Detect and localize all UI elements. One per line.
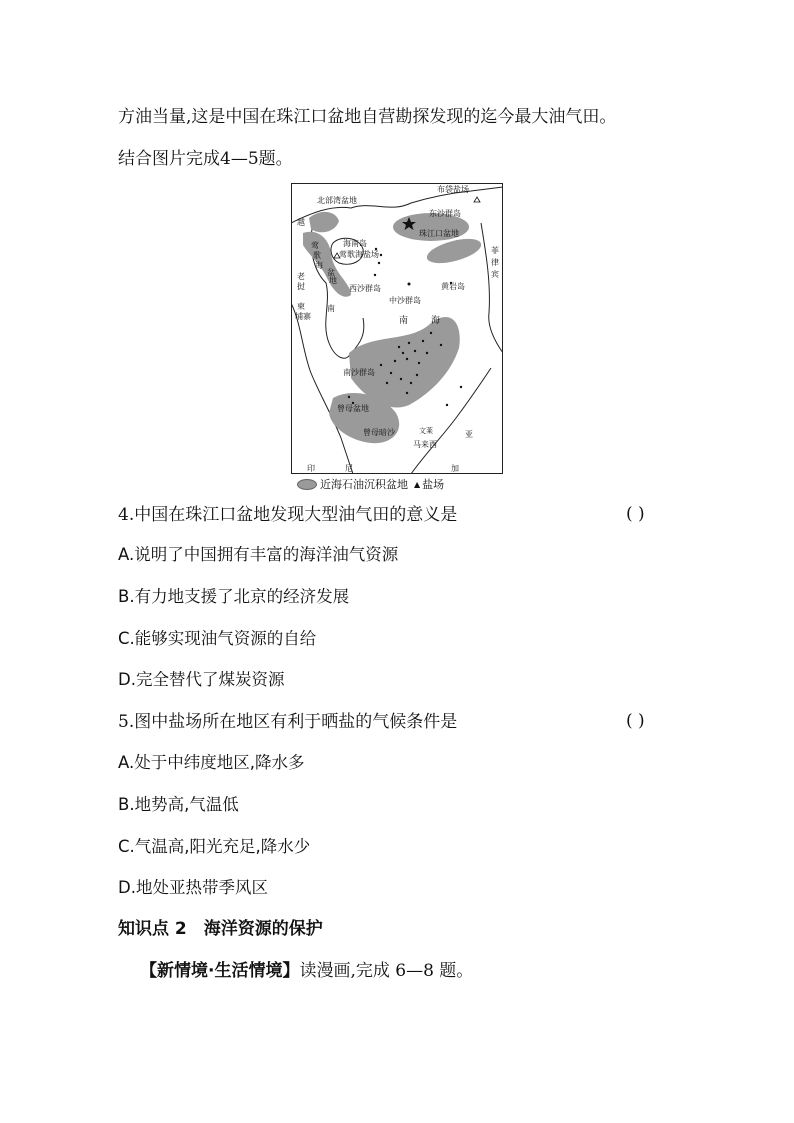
intro-line-2: 结合图片完成4—5题。 — [118, 149, 293, 169]
svg-text:老: 老 — [297, 272, 305, 281]
svg-text:东沙群岛: 东沙群岛 — [429, 209, 461, 218]
svg-text:南: 南 — [399, 316, 409, 326]
legend-salt-label: 盐场 — [422, 478, 445, 491]
question-5-answer-blank[interactable]: ( ) — [626, 711, 645, 731]
svg-text:珠江口盆地: 珠江口盆地 — [419, 229, 459, 238]
svg-text:盆: 盆 — [327, 268, 335, 277]
question-4-option-a[interactable]: A.说明了中国拥有丰富的海洋油气资源 — [118, 545, 399, 564]
svg-text:曾母暗沙: 曾母暗沙 — [363, 428, 395, 437]
svg-text:南沙群岛: 南沙群岛 — [343, 368, 375, 377]
svg-text:尼: 尼 — [345, 464, 353, 473]
svg-text:莺: 莺 — [311, 241, 319, 250]
svg-text:加: 加 — [451, 464, 459, 473]
svg-text:越: 越 — [297, 218, 305, 227]
question-4-option-d[interactable]: D.完全替代了煤炭资源 — [118, 670, 285, 689]
svg-text:海: 海 — [315, 261, 323, 270]
svg-text:菲: 菲 — [491, 246, 499, 255]
intro-line-1: 方油当量,这是中国在珠江口盆地自营勘探发现的迄今最大油气田。 — [118, 107, 617, 127]
question-4-answer-blank[interactable]: ( ) — [626, 504, 645, 524]
svg-text:海南岛: 海南岛 — [343, 239, 367, 248]
svg-text:埔寨: 埔寨 — [295, 312, 311, 321]
svg-text:莺歌海盐场: 莺歌海盐场 — [339, 250, 379, 259]
question-5-option-a[interactable]: A.处于中纬度地区,降水多 — [118, 753, 305, 772]
salt-triangle-icon: ▲ — [414, 479, 421, 489]
south-china-sea-map — [291, 183, 503, 474]
section-text: 读漫画,完成 6—8 题。 — [299, 961, 474, 981]
context-tag: 【新情境·生活情境】 — [140, 961, 300, 981]
question-5-option-d[interactable]: D.地处亚热带季风区 — [118, 878, 268, 897]
section-instruction — [140, 960, 473, 982]
map-legend — [297, 475, 444, 493]
svg-text:北部湾盆地: 北部湾盆地 — [317, 196, 357, 205]
question-5-option-b[interactable]: B.地势高,气温低 — [118, 795, 239, 814]
svg-text:中沙群岛: 中沙群岛 — [389, 296, 421, 305]
svg-text:挝: 挝 — [297, 282, 305, 291]
svg-text:南: 南 — [327, 304, 335, 313]
svg-text:歌: 歌 — [313, 251, 321, 260]
svg-text:律: 律 — [491, 258, 499, 267]
svg-text:印: 印 — [307, 464, 315, 473]
question-5-stem: 5.图中盐场所在地区有利于晒盐的气候条件是 — [118, 712, 458, 732]
svg-text:曾母盆地: 曾母盆地 — [337, 404, 369, 413]
svg-text:西沙群岛: 西沙群岛 — [349, 284, 381, 293]
svg-text:布袋盐场: 布袋盐场 — [437, 185, 469, 194]
svg-text:地: 地 — [329, 276, 337, 285]
svg-text:海: 海 — [431, 316, 441, 326]
question-5-option-c[interactable]: C.气温高,阳光充足,降水少 — [118, 837, 311, 856]
svg-text:亚: 亚 — [465, 430, 473, 439]
svg-text:宾: 宾 — [491, 270, 499, 279]
section-title: 知识点 2 海洋资源的保护 — [118, 919, 323, 939]
svg-text:文莱: 文莱 — [419, 427, 433, 435]
question-4-option-c[interactable]: C.能够实现油气资源的自给 — [118, 629, 317, 648]
question-4-option-b[interactable]: B.有力地支援了北京的经济发展 — [118, 587, 350, 606]
svg-text:柬: 柬 — [297, 302, 305, 311]
basin-swatch — [297, 479, 317, 490]
question-4-stem: 4.中国在珠江口盆地发现大型油气田的意义是 — [118, 505, 458, 525]
svg-text:黄岩岛: 黄岩岛 — [441, 282, 465, 291]
svg-text:马来西: 马来西 — [413, 440, 437, 449]
legend-basin-label: 近海石油沉积盆地 — [320, 478, 408, 491]
